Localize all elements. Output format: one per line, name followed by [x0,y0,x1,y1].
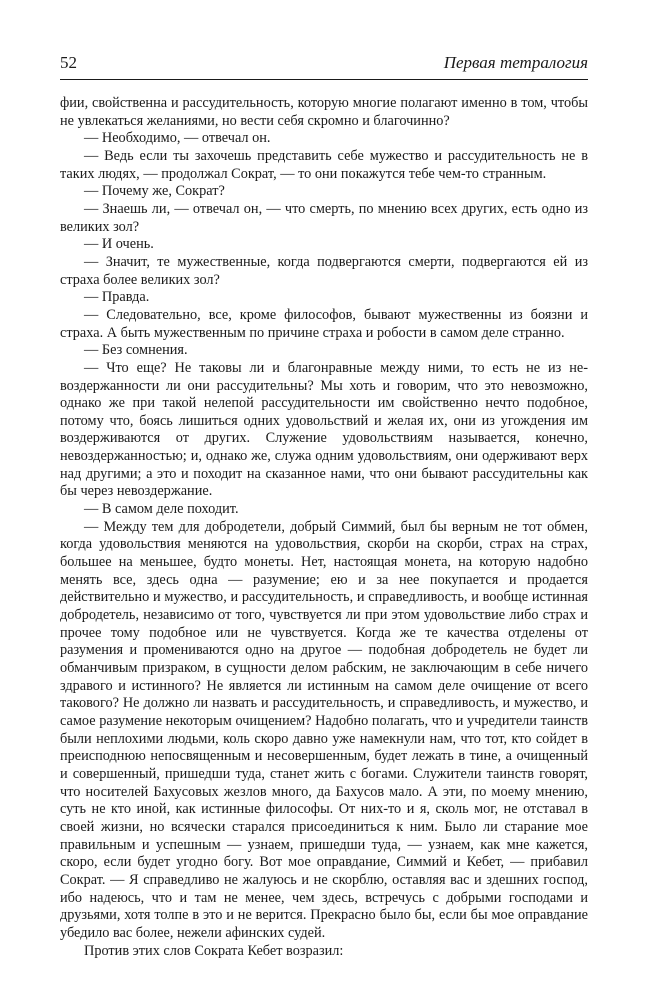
running-head [60,52,588,74]
book-page [60,52,588,959]
paragraph: фии, свойственна и рассудительность, которую многие полагают именно в том, чтобы не увлекаться желаниями, но вести себя скромно и благочинно? [60,95,588,129]
body-text [60,95,588,960]
paragraph: — Между тем для добродетели, добрый Симмий, был бы верным не тот обмен, когда удовольствия меняются на удовольствия, скорби на скорби, страх на страх, большее на меньшее, будто монеты. Нет, настоящая монета, на которую надобно менять все, здесь одна — разумение; ею и за нее покупается и продается действительно и мужество, и рассудительность, и справедливость, и вообще истинная добродетель, независимо от того, чувствуется ли при этом удовольствие либо страх и прочее тому подобное или не чувствуется. Когда же те качества отделены от разумения и промениваются одно на другое — подобная добродетель не будет ли обманчивым призраком, в сущности делом рабским, не заключающим в себе ничего здравого и истинного? Не является ли истинным на самом деле очищение от всего такового? Не должно ли назвать и рассудительность, и справедливость, и мужество, и самое разумение некоторым очищением? Надобно полагать, что и учредители таинств были неплохими людьми, коль скоро давно уже намекнули нам, что тот, кто сойдет в преисподнюю непосвященным и несовершенным, будет лежать в тине, а очищенный и совершенный, пришедши туда, станет жить с богами. Служители таинств говорят, что носителей Бахусовых жезлов много, да Бахусов мало. А эти, по моему мнению, суть не кто иной, как истинные философы. От них-то и я, сколь мог, не отставал в своей жизни, но всячески старался присоединиться к ним. Было ли старание мое правильным и успешным — узнаем, пришедши туда, — узнаем, как мне кажется, скоро, если будет угодно богу. Вот мое оправдание, Симмий и Кебет, — прибавил Сократ. — Я справедливо не жалуюсь и не скорблю, оставляя вас и здешних господ, ибо надеюсь, что и там не менее, чем здесь, встречусь с добрыми господами и друзьями, хотя толпе в это и не верится. Прекрасно было бы, если бы мое оправдание убедило вас более, нежели афинских судей. [60,518,588,941]
paragraph: — Знаешь ли, — отвечал он, — что смерть, по мнению всех других, есть одно из великих зол? [60,200,588,235]
paragraph: — Значит, те мужественные, когда подвергаются смерти, подвергаются ей из страха более великих зол? [60,253,588,288]
header-rule [60,79,588,80]
paragraph: — В самом деле походит. [84,501,239,518]
paragraph: Против этих слов Сократа Кебет возразил: [84,942,344,959]
paragraph: — Ведь если ты захочешь представить себе мужество и рассудительность не в таких людях, — продолжал Сократ, — то они покажутся тебе чем-то странным. [60,147,588,182]
paragraph: — Что еще? Не таковы ли и благонравные между ними, то есть не из невоздержанности ли они рассудительны? Мы хоть и говорим, что это невозможно, однако же при такой нелепой рассудительности им свойственно нечто подобное, потому что, боясь лишиться одних удовольствий и желая их, они из угождения им воздерживаются от других. Служение удовольствиям называется, конечно, невоздержанностью; и, однако же, служа одним удовольствиям, они одерживают верх над другими; а это и походит на сказанное нами, что они бывают рассудительны как бы через невоздержание. [60,359,588,500]
paragraph: — Необходимо, — отвечал он. [84,130,271,147]
paragraph: — Правда. [84,289,150,306]
paragraph: — И очень. [84,236,154,253]
paragraph: — Без сомнения. [84,342,188,359]
page-number: 52 [60,53,77,72]
paragraph: — Следовательно, все, кроме философов, бывают мужественны из боязни и страха. А быть мужественным по причине страха и робости в самом деле странно. [60,306,588,341]
section-title: Первая тетралогия [443,53,588,72]
paragraph: — Почему же, Сократ? [84,183,225,200]
